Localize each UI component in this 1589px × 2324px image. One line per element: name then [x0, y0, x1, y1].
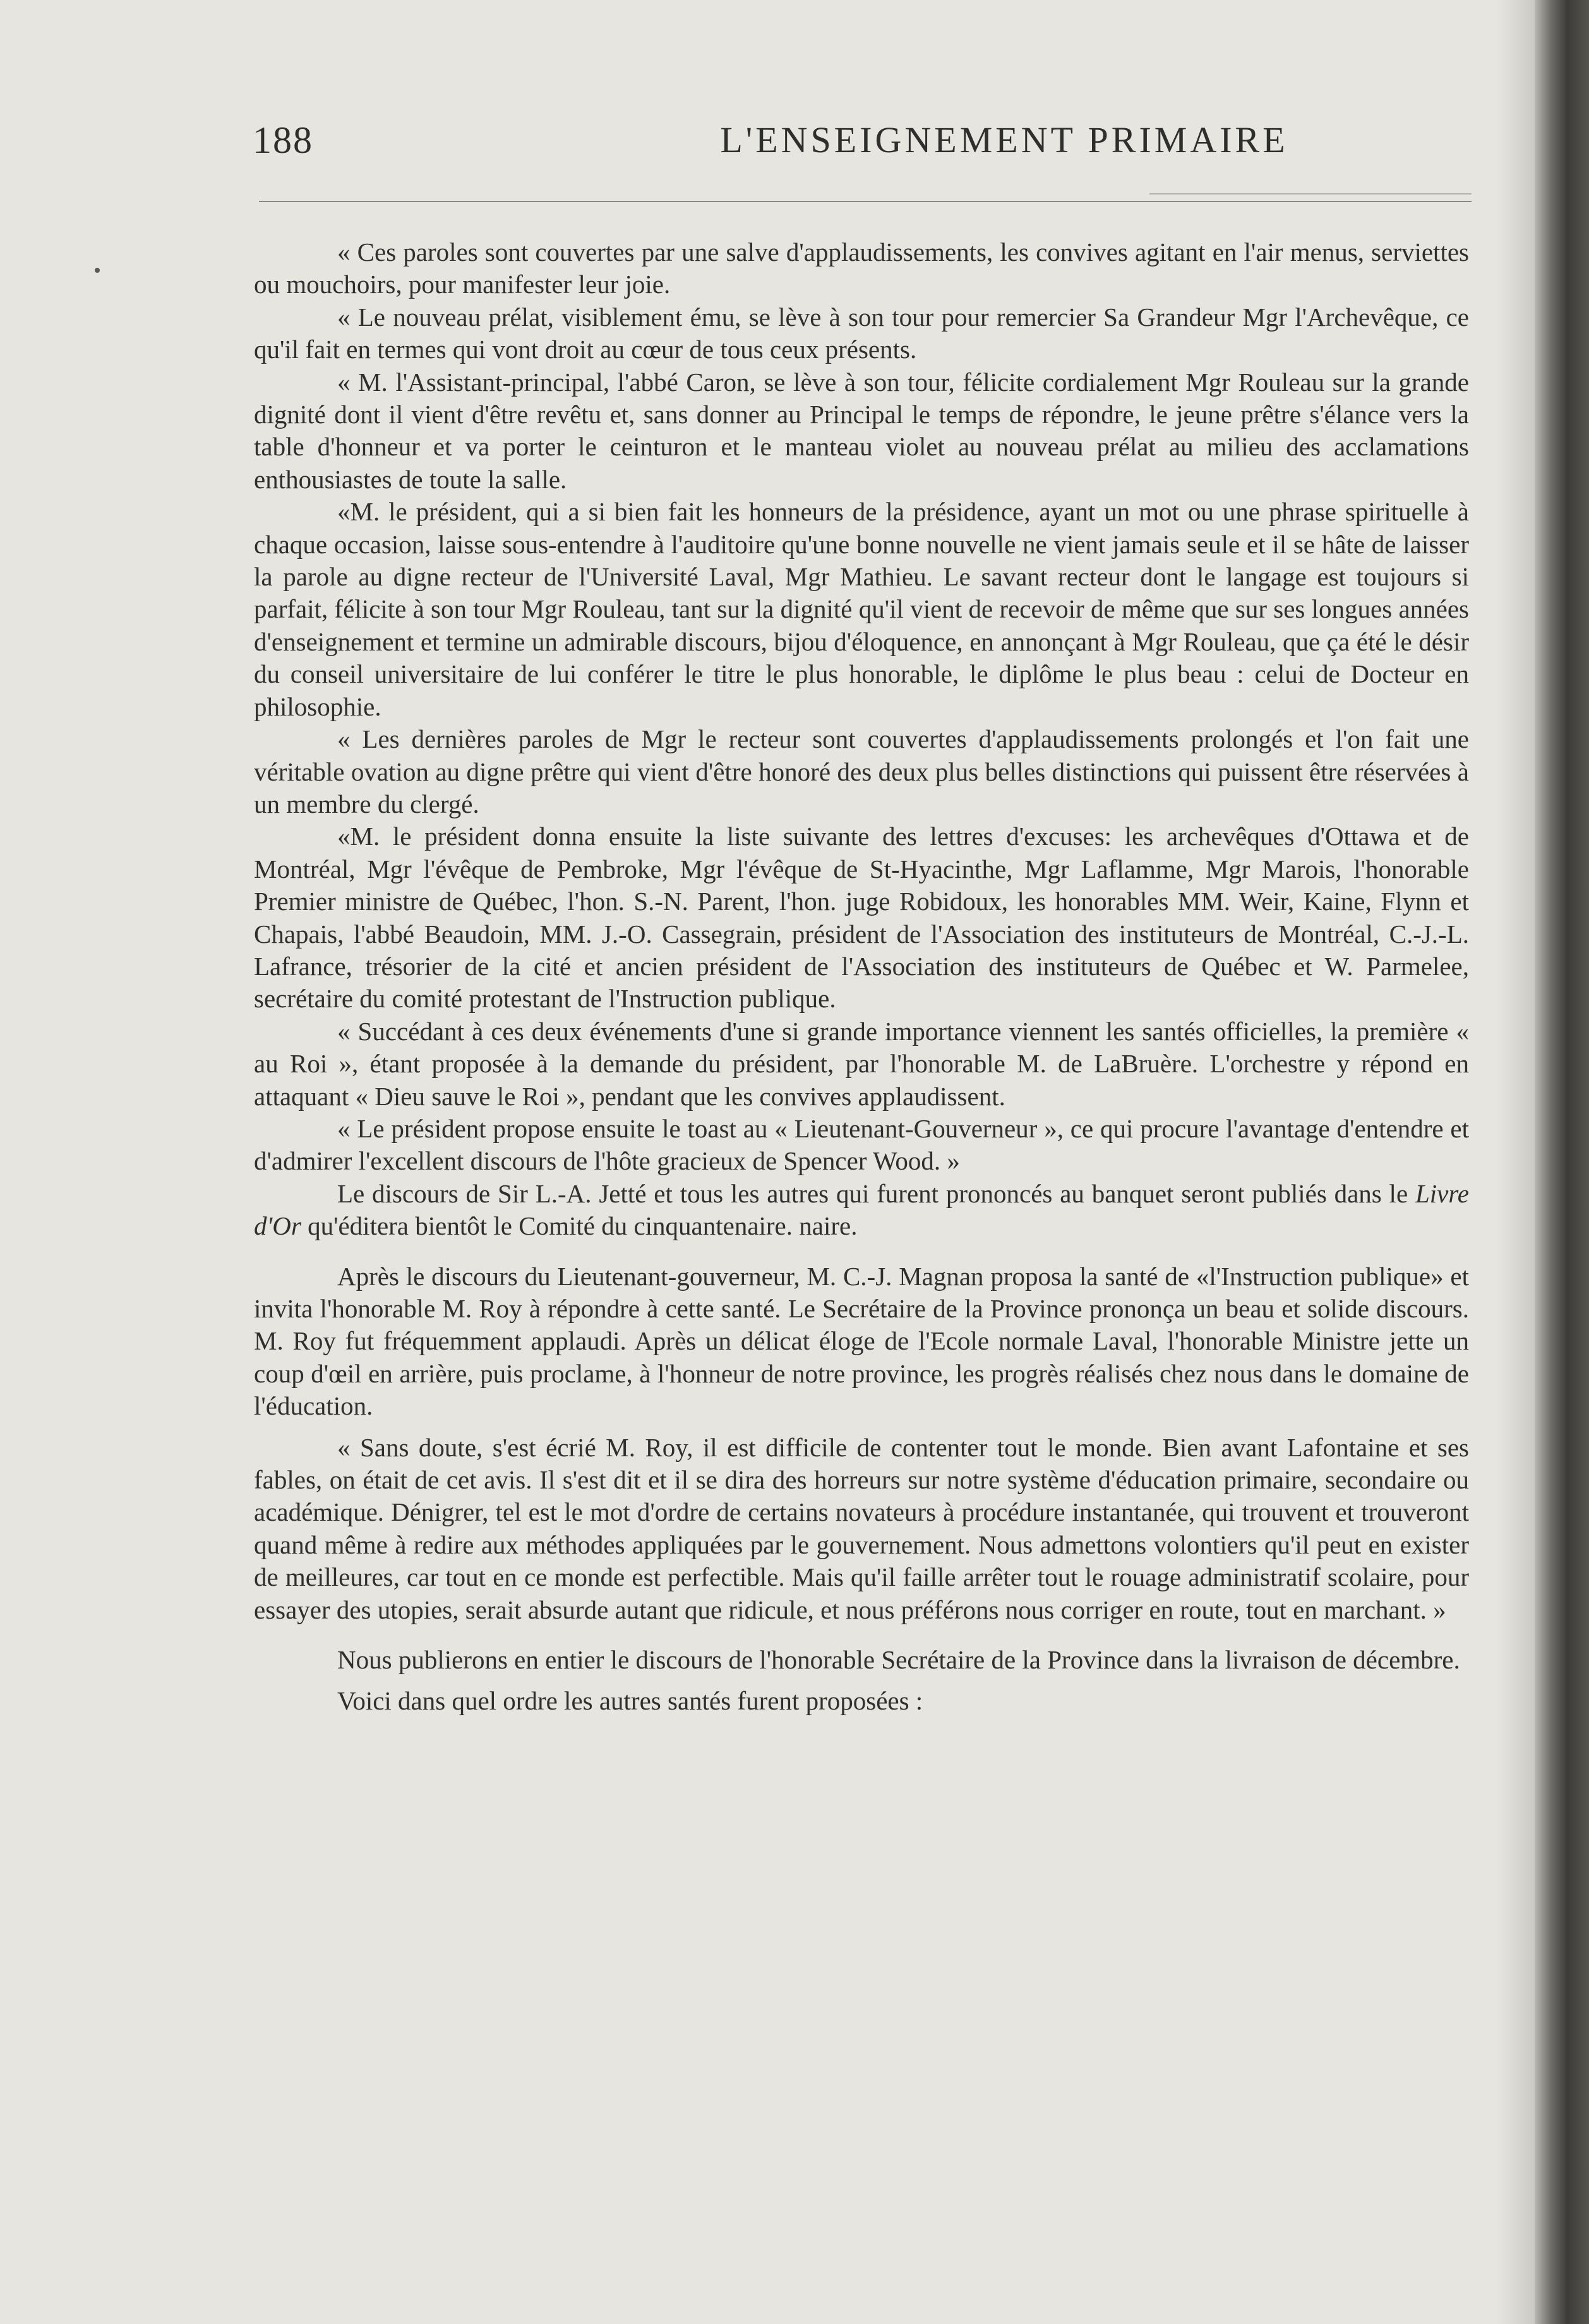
- page-gutter-shadow: [1497, 0, 1535, 2324]
- running-title: L'ENSEIGNEMENT PRIMAIRE: [720, 119, 1288, 160]
- page-header: [253, 107, 1472, 177]
- paragraph-president-rector: «M. le président, qui a si bien fait les honneurs de la présidence, ayant un mot ou une phrase spirituelle à chaque occasion, laisse sous-entendre à l'auditoire qu'une bonne nouvelle ne vient jamais seule et il se hâte de laisser la parole au digne recteur de l'Université Laval, Mgr Mathieu. Le savant recteur dont le langage est toujours si parfait, félicite à son tour Mgr Rouleau, tant sur la dignité qu'il vient de recevoir de même que sur ses longues années d'enseignement et termine un admirable discours, bijou d'éloquence, en annonçant à Mgr Rouleau, que ça été le désir du conseil universitaire de lui conférer le titre le plus honorable, le diplôme le plus beau : celui de Docteur en philosophie.: [254, 497, 1469, 721]
- livre-dor-text-after: qu'éditera bientôt le Comité du cinquantenaire. naire.: [301, 1211, 858, 1241]
- book-binding-edge: [1535, 0, 1589, 2324]
- margin-speck: [95, 268, 100, 273]
- paragraph-official-toasts: « Succédant à ces deux événements d'une si grande importance viennent les santés officielles, la première « au Roi », étant proposée à la demande du président, par l'honorable M. de LaBruère. L'orchestre y répond en attaquant « Dieu sauve le Roi », pendant que les convives applaudissent.: [254, 1016, 1469, 1111]
- page-number: 188: [253, 119, 313, 161]
- article-body: [254, 236, 1469, 1718]
- paragraph-applause: « Ces paroles sont couvertes par une salve d'applaudissements, les convives agitant en l'air menus, serviettes ou mouchoirs, pour manifester leur joie.: [254, 237, 1469, 299]
- header-rule-secondary: [1149, 193, 1472, 195]
- livre-dor-title: Livre d'Or: [254, 1178, 1469, 1241]
- paragraph-other-toasts: Voici dans quel ordre les autres santés furent proposées :: [337, 1686, 923, 1716]
- paragraph-magnan-roy: Après le discours du Lieutenant-gouverneur, M. C.-J. Magnan proposa la santé de «l'Instruction publique» et invita l'honorable M. Roy à répondre à cette santé. Le Secrétaire de la Province prononça un beau et solide discours. M. Roy fut fréquemment applaudi. Après un délicat éloge de l'Ecole normale Laval, l'honorable Ministre jette un coup d'œil en arrière, puis proclame, à l'honneur de notre province, les progrès réalisés chez nous dans le domaine de l'éducation.: [254, 1261, 1469, 1421]
- paragraph-ovation: « Les dernières paroles de Mgr le recteur sont couvertes d'applaudissements prolongés et l'on fait une véritable ovation au digne prêtre qui vient d'être honoré des deux plus belles distinctions qui puissent être réservées à un membre du clergé.: [254, 724, 1469, 818]
- paragraph-publication-note: Nous publierons en entier le discours de l'honorable Secrétaire de la Province dans la livraison de décembre.: [337, 1645, 1460, 1675]
- paragraph-new-prelate: « Le nouveau prélat, visiblement ému, se lève à son tour pour remercier Sa Grandeur Mgr l'Archevêque, ce qu'il fait en termes qui vont droit au cœur de tous ceux présents.: [254, 302, 1469, 364]
- paragraph-lieutenant-governor: « Le président propose ensuite le toast au « Lieutenant-Gouverneur », ce qui procure l'avantage d'entendre et d'admirer l'excellent discours de l'hôte gracieux de Spencer Wood. »: [254, 1113, 1469, 1176]
- header-rule: [259, 201, 1472, 202]
- paragraph-livre-dor: [254, 1178, 1469, 1243]
- paragraph-assistant-principal: « M. l'Assistant-principal, l'abbé Caron, se lève à son tour, félicite cordialement Mgr Rouleau sur la grande dignité dont il vient d'être revêtu et, sans donner au Principal le temps de répondre, le jeune prêtre s'élance vers la table d'honneur et va porter le ceinturon et le manteau violet au nouveau prélat au milieu des acclamations enthousiastes de toute la salle.: [254, 367, 1469, 494]
- livre-dor-text-before: Le discours de Sir L.-A. Jetté et tous les autres qui furent prononcés au banquet seront publiés dans le: [337, 1178, 1415, 1208]
- paragraph-letters-of-excuse: «M. le président donna ensuite la liste suivante des lettres d'excuses: les archevêques d'Ottawa et de Montréal, Mgr l'évêque de Pembroke, Mgr l'évêque de St-Hyacinthe, Mgr Laflamme, Mgr Marois, l'honorable Premier ministre de Québec, l'hon. S.-N. Parent, l'hon. juge Robidoux, les honorables MM. Weir, Kaine, Flynn et Chapais, l'abbé Beaudoin, MM. J.-O. Cassegrain, président de l'Association des instituteurs de Montréal, C.-J.-L. Lafrance, trésorier de la cité et ancien président de l'Association des instituteurs de Québec et W. Parmelee, secrétaire du comité protestant de l'Instruction publique.: [254, 822, 1469, 1014]
- paragraph-roy-speech: « Sans doute, s'est écrié M. Roy, il est difficile de contenter tout le monde. Bien avant Lafontaine et ses fables, on était de cet avis. Il s'est dit et il se dira des horreurs sur notre système d'éducation primaire, secondaire ou académique. Dénigrer, tel est le mot d'ordre de certains novateurs à procédure instantanée, qui trouvent et trouveront quand même à redire aux méthodes appliquées par le gouvernement. Nous admettons volontiers qu'il peut en exister de meilleures, car tout en ce monde est perfectible. Mais qu'il faille arrêter tout le rouage administratif scolaire, pour essayer des utopies, serait absurde autant que ridicule, et nous préférons nous corriger en route, tout en marchant. »: [254, 1432, 1469, 1624]
